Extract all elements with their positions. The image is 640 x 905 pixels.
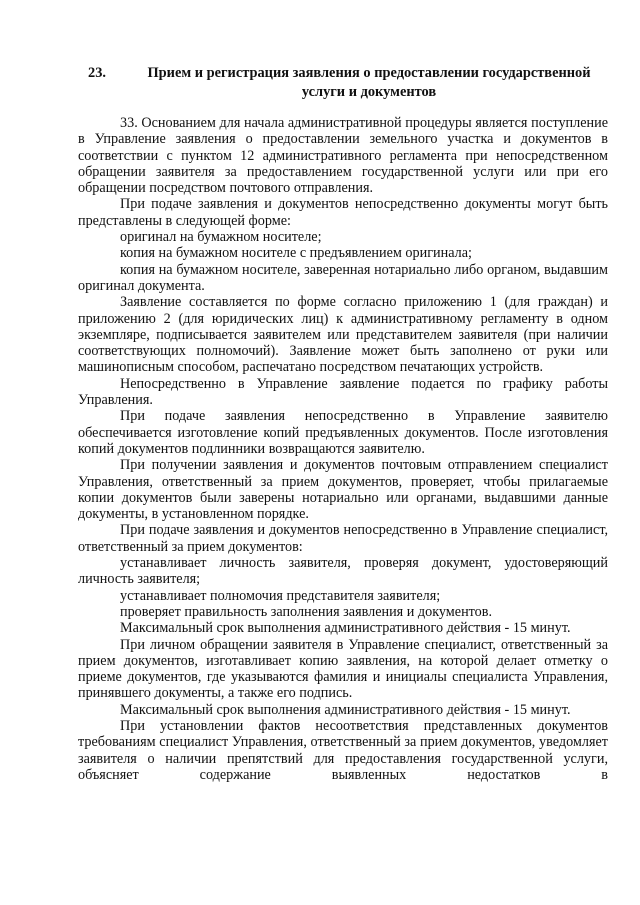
paragraph: При получении заявления и документов почтовым отправлением специалист Управления, ответственный за прием документов, проверяет, чтобы прилагаемые копии документов были заверены нотариально или органами, выдавшими данные документы, в установленном порядке. [78,457,608,523]
paragraph: При установлении фактов несоответствия представленных документов требованиям специалист Управления, ответственный за прием документов, уведомляет заявителя о наличии препятствий для предоставления государственной услуги, объясняет содержание выявленных недостатков в [78,717,608,783]
paragraph: Максимальный срок выполнения административного действия - 15 минут. [120,701,571,718]
section-number: 23. [88,65,106,81]
document-body [78,115,608,783]
list-item: оригинал на бумажном носителе; [120,229,322,246]
list-item: копия на бумажном носителе с предъявлением оригинала; [120,245,472,262]
list-item: копия на бумажном носителе, заверенная нотариально либо органом, выдавшим оригинал документа. [78,261,608,294]
paragraph: При личном обращении заявителя в Управление специалист, ответственный за прием документов, изготавливает копию заявления, на которой делает отметку о приеме документов, где указываются фамилия и инициалы специалиста Управления, принявшего документы, а также его подпись. [78,636,608,702]
section-heading [88,64,608,102]
list-item: проверяет правильность заполнения заявления и документов. [120,603,493,620]
paragraph: При подаче заявления и документов непосредственно в Управление специалист, ответственный за прием документов: [78,522,608,555]
paragraph: Максимальный срок выполнения административного действия - 15 минут. [120,620,571,637]
paragraph: 33. Основанием для начала административной процедуры является поступление в Управление заявления о предоставлении земельного участка и документов в соответствии с пунктом 12 административного регламента при непосредственном обращении заявителя за предоставлением государственной услуги или при его обращении посредством почтового отправления. [78,115,608,197]
section-title: Прием и регистрация заявления о предоставлении государственной услуги и документов [147,65,591,100]
paragraph: При подаче заявления непосредственно в Управление заявителю обеспечивается изготовление копий предъявленных документов. После изготовления копий документов подлинники возвращаются заявителю. [78,408,608,457]
paragraph: Непосредственно в Управление заявление подается по графику работы Управления. [78,375,608,409]
list-item: устанавливает личность заявителя, проверяя документ, удостоверяющий личность заявителя; [78,555,608,588]
list-item: устанавливает полномочия представителя заявителя; [120,587,441,604]
paragraph: При подаче заявления и документов непосредственно документы могут быть представлены в следующей форме: [78,196,608,229]
paragraph: Заявление составляется по форме согласно приложению 1 (для граждан) и приложению 2 (для юридических лиц) к административному регламенту в одном экземпляре, подписывается заявителем или представителем заявителя (при наличии соответствующих полномочий). Заявление может быть заполнено от руки или машинописным способом, распечатано посредством печатающих устройств. [78,294,608,376]
